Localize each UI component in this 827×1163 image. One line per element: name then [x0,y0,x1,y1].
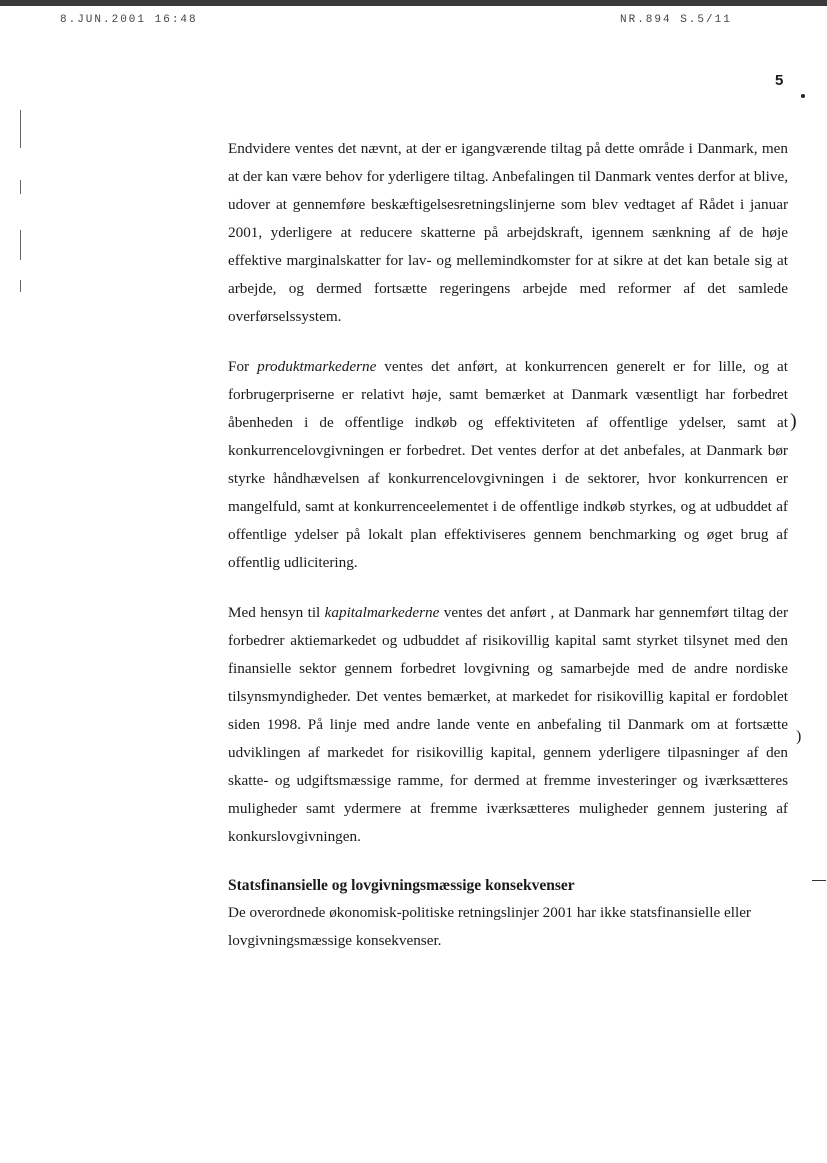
scan-speck [801,94,805,98]
margin-dash [812,880,826,881]
emphasis-term: produktmarkederne [257,358,377,375]
margin-mark [20,180,21,194]
margin-mark [20,110,21,148]
section-text: De overordnede økonomisk-politiske retningslinjer 2001 har ikke statsfinansielle eller lovgivningsmæssige konsekvenser. [228,904,751,949]
paragraph-text: ventes det anført, at konkurrencen generelt er for lille, og at forbrugerpriserne er relativt høje, samt bemærket at Danmark væsentligt har forbedret åbenheden i de offentlige indkøb og effektiviteten af offentlige ydelser, samt at konkurrencelovgivningen er forbedret. Det ventes derfor at det anbefales, at Danmark bør styrke håndhævelsen af konkurrencelovgivningen i de sektorer, hvor konkurrencen er mangelfuld, samt at konkurrenceelementet i de offentlige indkøb styrkes, og at udbuddet af offentlige ydelser på lokalt plan effektiviseres gennem benchmarking og øget brug af offentlig udlicitering. [228,358,788,571]
fax-top-border [0,0,827,6]
paragraph-prefix: Med hensyn til [228,604,325,621]
margin-mark [20,230,21,260]
paragraph-labour: Endvidere ventes det nævnt, at der er igangværende tiltag på dette område i Danmark, men at der kan være behov for yderligere tiltag. Anbefalingen til Danmark ventes derfor at blive, udover at gennemføre beskæftigelsesretningslinjerne som blev vedtaget af Rådet i januar 2001, yderligere at reducere skatterne på arbejdskraft, igennem sænkning af de høje effektive marginalskatter for lav- og mellemindkomster for at sikre at det kan betale sig at arbejde, og dermed fortsætte regeringens arbejde med reformer af det samlede overførselssystem. [228,140,788,325]
paragraph-product-markets [228,353,788,577]
document-body [228,135,788,955]
fax-header-left: 8.JUN.2001 16:48 [60,14,198,26]
margin-mark [20,280,21,292]
margin-paren: ) [790,410,797,432]
margin-paren: ) [796,728,802,745]
paragraph-text: ventes det anført , at Danmark har gennemført tiltag der forbedrer aktiemarkedet og udbuddet af risikovillig kapital samt styrket tilsynet med den finansielle sektor gennem forbedret lovgivning og samarbejde med de andre nordiske tilsynsmyndigheder. Det ventes bemærket, at markedet for risikovillig kapital er fordoblet siden 1998. På linje med andre lande vente en anbefaling til Danmark om at fortsætte udviklingen af markedet for risikovillig kapital, gennem yderligere tilpasninger af den skatte- og udgiftsmæssige ramme, for dermed at fremme investeringer og iværksætteres muligheder samt ydermere at fremme iværksætteres muligheder gennem justering af konkurslovgivningen. [228,604,788,845]
page-number: 5 [775,72,784,89]
paragraph-prefix: For [228,358,258,375]
paragraph-capital-markets [228,599,788,851]
fax-header-right: NR.894 S.5/11 [620,14,732,26]
emphasis-term: kapitalmarkederne [324,604,440,621]
section-heading: Statsfinansielle og lovgivningsmæssige konsekvenser [228,877,575,894]
